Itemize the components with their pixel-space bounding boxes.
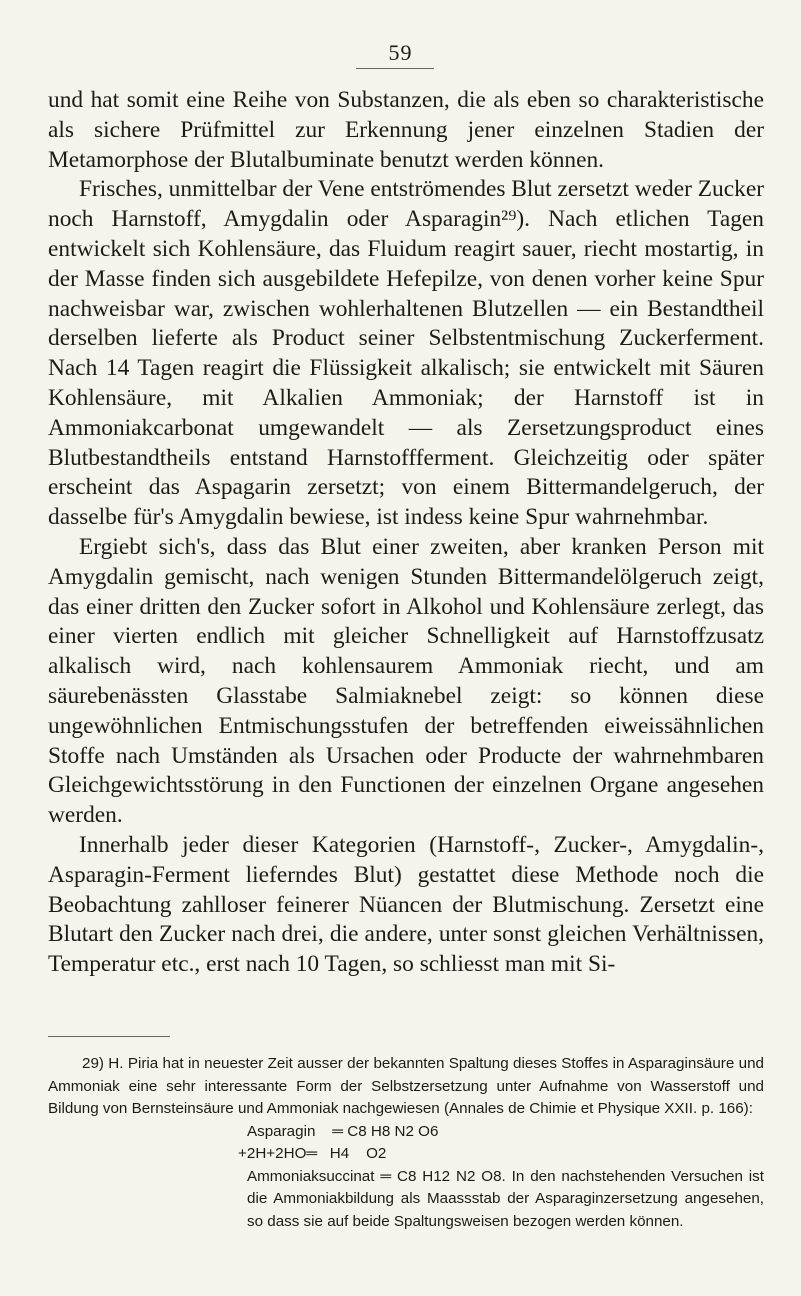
body-text — [48, 86, 764, 980]
paragraph-2: Frisches, unmittelbar der Vene entströmendes Blut zersetzt weder Zucker noch Harnstoff, Amygdalin oder Asparagin²⁹). Nach etlichen Tagen entwickelt sich Kohlensäure, das Fluidum reagirt sauer, riecht mostartig, in der Masse finden sich ausgebildete Hefepilze, von denen vorher keine Spur nachweisbar war, zwischen wohlerhaltenen Blutzellen — ein Bestandtheil derselben lieferte als Product seiner Selbstentmischung Zuckerferment. Nach 14 Tagen reagirt die Flüssigkeit alkalisch; sie entwickelt mit Säuren Kohlensäure, mit Alkalien Ammoniak; der Harnstoff ist in Ammoniakcarbonat umgewandelt — als Zersetzungsproduct eines Blutbestandtheils entstand Harnstoffferment. Gleichzeitig oder später erscheint das Aspagarin zersetzt; von einem Bittermandelgeruch, der dasselbe für's Amygdalin bewiese, ist indess keine Spur wahrnehmbar. — [48, 176, 764, 531]
formula-result: Ammoniaksuccinat ═ C8 H12 N2 O8. In den nachstehenden Versuchen ist die Ammoniakbildung als Maassstab der Asparaginzersetzung angesehen, so dass sie auf beide Spaltungsweisen bezogen werden können. — [247, 1167, 764, 1230]
paragraph-1: und hat somit eine Reihe von Substanzen, die als eben so charakteristische als sichere Prüfmittel zur Erkennung jener einzelnen Stadien der Metamorphose der Blutalbuminate benutzt werden können. — [48, 87, 764, 173]
footnote — [48, 1053, 764, 1233]
footnote-rule — [48, 1036, 170, 1037]
header-rule — [356, 68, 434, 69]
paragraph-4: Innerhalb jeder dieser Kategorien (Harnstoff-, Zucker-, Amygdalin-, Asparagin-Ferment lieferndes Blut) gestattet diese Methode noch die Beobachtung zahlloser feinerer Nüancen der Blutmischung. Zersetzt eine Blutart den Zucker nach drei, die andere, unter sonst gleichen Verhältnissen, Temperatur etc., erst nach 10 Tagen, so schliesst man mit Si- — [48, 831, 764, 978]
page-number: 59 — [388, 40, 413, 65]
footnote-text: 29) H. Piria hat in neuester Zeit ausser der bekannten Spaltung dieses Stoffes in Asparaginsäure und Ammoniak eine sehr interessante Form der Selbstzersetzung unter Aufnahme von Wasserstoff und Bildung von Bernsteinsäure und Ammoniak nachgewiesen (Annales de Chimie et Physique XXII. p. 166): — [48, 1055, 764, 1117]
paragraph-3: Ergiebt sich's, dass das Blut einer zweiten, aber kranken Person mit Amygdalin gemischt, nach wenigen Stunden Bittermandelölgeruch zeigt, das einer dritten den Zucker sofort in Alkohol und Kohlensäure zerlegt, das einer vierten endlich mit gleicher Schnelligkeit auf Harnstoffzusatz alkalisch wird, nach kohlensaurem Ammoniak riecht, und am säurebenässten Glasstabe Salmiaknebel zeigt: so können diese ungewöhnlichen Entmischungsstufen der betreffenden eiweissähnlichen Stoffe nach Umständen als Ursachen oder Producte der wahrnehmbaren Gleichgewichtsstörung in den Functionen der einzelnen Organe angesehen werden. — [48, 533, 764, 829]
formula-wasser: +2H+2HO═ H4 O2 — [238, 1145, 387, 1162]
formula-asparagin: Asparagin ═ C8 H8 N2 O6 — [247, 1122, 439, 1140]
